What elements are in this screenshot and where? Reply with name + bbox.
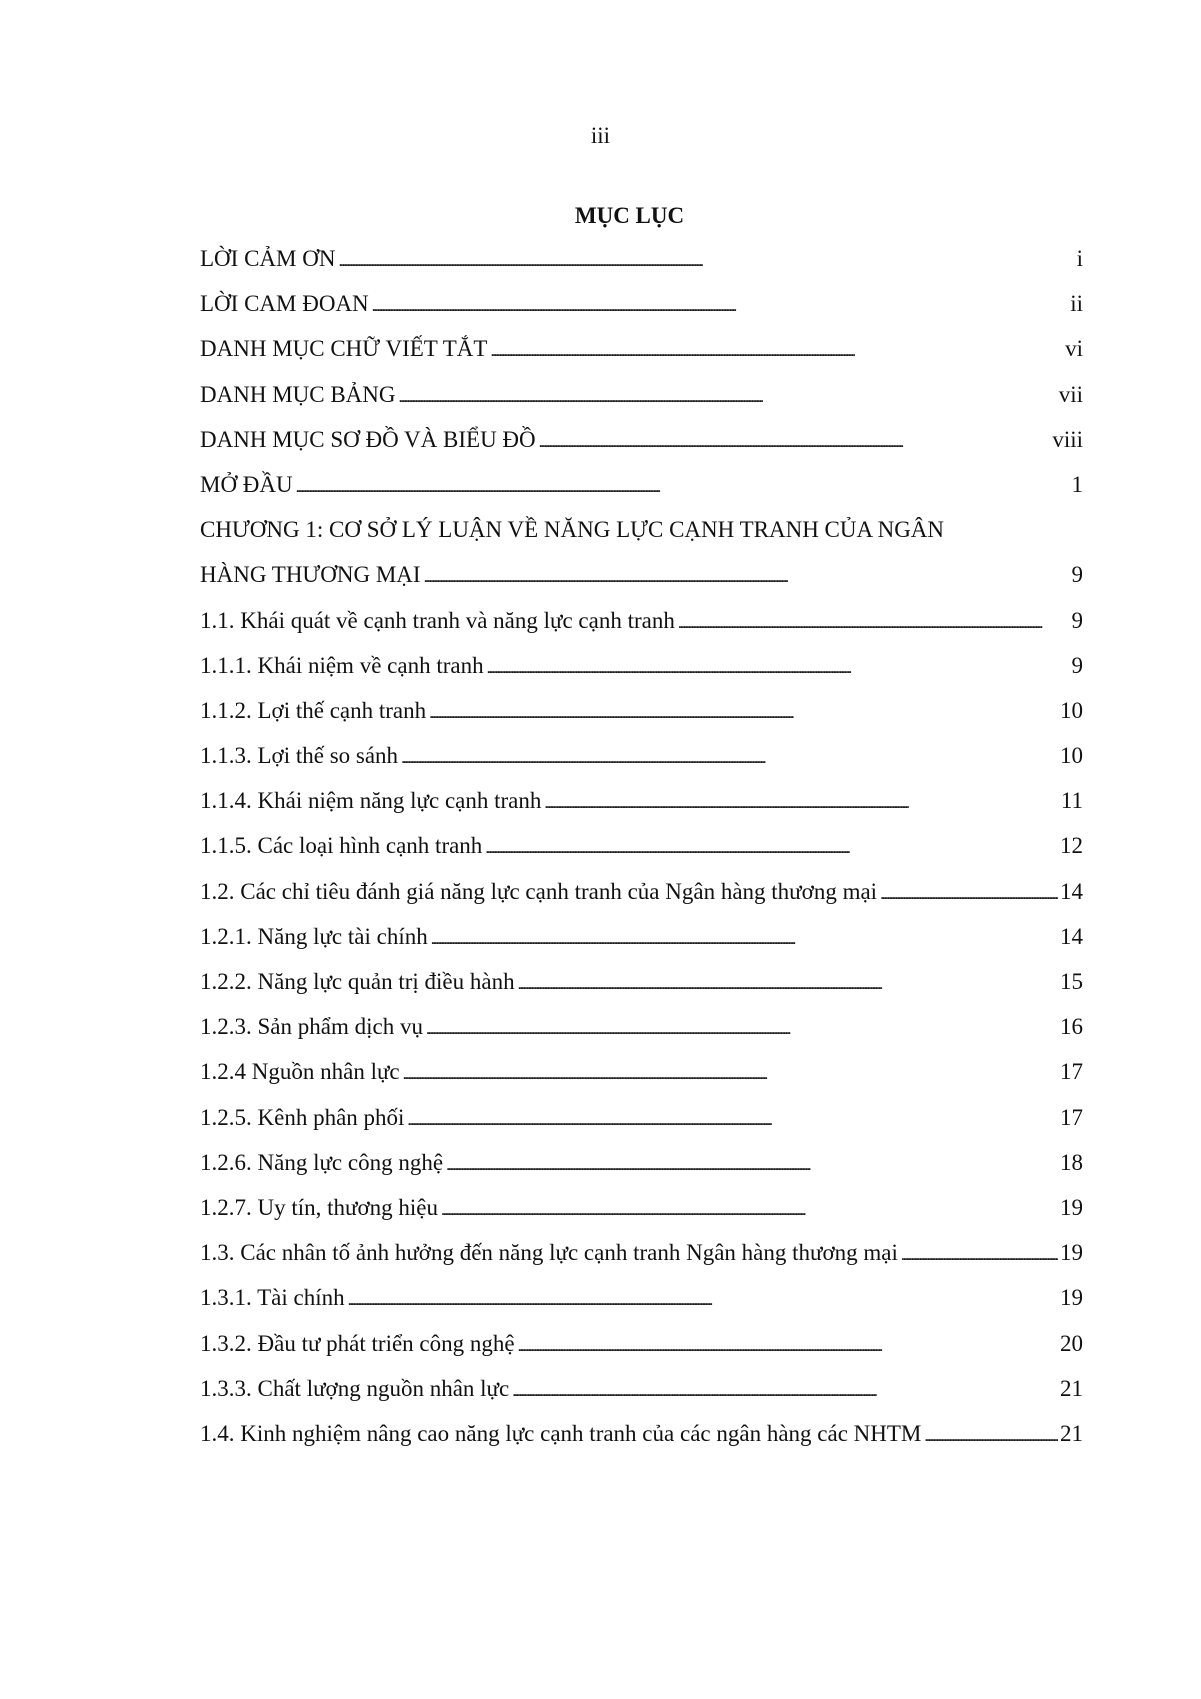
dot-leader xyxy=(482,834,1058,864)
toc-entry[interactable] xyxy=(200,1057,1083,1102)
toc-entry-title: 1.1.1. Khái niệm về cạnh tranh xyxy=(200,652,484,678)
toc-entry-title: 1.3.3. Chất lượng nguồn nhân lực xyxy=(200,1375,510,1401)
toc-entry[interactable] xyxy=(200,425,1083,470)
toc-entry-page: 17 xyxy=(1060,1104,1083,1130)
toc-entry[interactable] xyxy=(200,1103,1083,1148)
dot-leader xyxy=(293,473,1070,503)
toc-entry-title: 1.1.5. Các loại hình cạnh tranh xyxy=(200,833,483,859)
toc-entry-page: i xyxy=(1076,246,1083,271)
toc-entry[interactable] xyxy=(200,786,1083,831)
toc-entry[interactable] xyxy=(200,244,1083,289)
toc-entry-page: 9 xyxy=(1071,652,1083,678)
toc-entry-page: 10 xyxy=(1060,743,1083,769)
dot-leader xyxy=(345,1286,1058,1316)
dot-leader xyxy=(400,1060,1058,1090)
dot-leader xyxy=(428,925,1058,955)
toc-entry-page: 21 xyxy=(1060,1420,1083,1446)
toc-entry-page: 18 xyxy=(1060,1149,1083,1175)
dot-leader xyxy=(421,563,1070,593)
toc-entry[interactable] xyxy=(200,1283,1083,1328)
toc-entry-title: LỜI CẢM ƠN xyxy=(200,246,336,271)
toc-entry-page: vi xyxy=(1065,336,1083,362)
dot-leader xyxy=(898,1241,1058,1271)
toc-entry[interactable] xyxy=(200,922,1083,967)
toc-entry-page: 20 xyxy=(1060,1330,1083,1356)
dot-leader xyxy=(396,383,1057,413)
toc-entry-title: 1.2.1. Năng lực tài chính xyxy=(200,923,428,949)
toc-entry-title: 1.4. Kinh nghiệm nâng cao năng lực cạnh tranh của các ngân hàng các NHTM xyxy=(200,1420,922,1446)
toc-entry[interactable] xyxy=(200,651,1083,696)
toc-entry-page: 17 xyxy=(1060,1059,1083,1085)
toc-entry-page: vii xyxy=(1058,381,1083,407)
toc-entry-page: 15 xyxy=(1060,969,1083,994)
dot-leader xyxy=(487,337,1063,367)
toc-entry-title: 1.1.2. Lợi thế cạnh tranh xyxy=(200,697,427,723)
toc-entry-title: 1.3.2. Đầu tư phát triển công nghệ xyxy=(200,1330,515,1356)
toc-entry[interactable] xyxy=(200,1012,1083,1057)
toc-entry-title: DANH MỤC SƠ ĐỒ VÀ BIỂU ĐỒ xyxy=(200,426,536,452)
toc-entry-page: 16 xyxy=(1060,1014,1083,1040)
toc-entry[interactable] xyxy=(200,515,1083,560)
toc-entry-page: 11 xyxy=(1060,788,1083,814)
dot-leader xyxy=(877,880,1058,910)
toc-entry[interactable] xyxy=(200,967,1083,1012)
toc-entry-title: 1.2.2. Năng lực quản trị điều hành xyxy=(200,969,515,994)
toc-entry-title: CHƯƠNG 1: CƠ SỞ LÝ LUẬN VỀ NĂNG LỰC CẠNH TRANH CỦA NGÂN xyxy=(200,517,945,543)
dot-leader xyxy=(438,1196,1058,1226)
toc-entry-page: 12 xyxy=(1060,833,1083,859)
toc-entry-title: 1.2.7. Uy tín, thương hiệu xyxy=(200,1194,439,1220)
toc-entry[interactable] xyxy=(200,289,1083,334)
toc-entry-page: 19 xyxy=(1060,1194,1083,1220)
dot-leader xyxy=(515,970,1058,1000)
toc-entry-title: HÀNG THƯƠNG MẠI xyxy=(200,562,421,588)
dot-leader xyxy=(509,1377,1058,1407)
toc-entry[interactable] xyxy=(200,831,1083,876)
toc-entry-page: 1 xyxy=(1071,471,1083,497)
toc-entry[interactable] xyxy=(200,877,1083,922)
toc-entry-title: DANH MỤC CHỮ VIẾT TẮT xyxy=(200,336,488,362)
toc-entry[interactable] xyxy=(200,696,1083,741)
toc-entry-title: 1.2. Các chỉ tiêu đánh giá năng lực cạnh tranh của Ngân hàng thương mại xyxy=(200,878,878,904)
dot-leader xyxy=(536,428,1051,458)
toc-entry-page: 9 xyxy=(1071,562,1083,588)
page-number: iii xyxy=(590,123,611,148)
dot-leader xyxy=(369,292,1069,322)
dot-leader xyxy=(404,1106,1058,1136)
toc-entry-title: 1.2.6. Năng lực công nghệ xyxy=(200,1149,444,1175)
toc-entry-title: 1.1.4. Khái niệm năng lực cạnh tranh xyxy=(200,788,542,814)
toc-entry[interactable] xyxy=(200,741,1083,786)
toc-entry[interactable] xyxy=(200,560,1083,605)
toc-entry-title: MỞ ĐẦU xyxy=(200,471,293,497)
toc-entry-page: 14 xyxy=(1060,878,1083,904)
toc-entry-title: 1.1.3. Lợi thế so sánh xyxy=(200,743,399,769)
toc-entry-page: viii xyxy=(1052,426,1083,452)
dot-leader xyxy=(398,744,1058,774)
dot-leader xyxy=(515,1332,1058,1362)
toc-entry[interactable] xyxy=(200,470,1083,515)
toc-entry-page: 10 xyxy=(1060,697,1083,723)
dot-leader xyxy=(921,1422,1058,1452)
toc-entry-title: 1.2.3. Sản phẩm dịch vụ xyxy=(200,1014,423,1040)
toc-entry[interactable] xyxy=(200,1238,1083,1283)
toc-entry-page: 19 xyxy=(1060,1240,1083,1266)
toc-entry[interactable] xyxy=(200,1329,1083,1374)
toc-entry-page: 9 xyxy=(1071,607,1083,633)
toc-entry-title: LỜI CAM ĐOAN xyxy=(200,291,369,317)
toc-entry-title: 1.1. Khái quát về cạnh tranh và năng lực cạnh tranh xyxy=(200,607,675,633)
toc-entry[interactable] xyxy=(200,334,1083,379)
dot-leader xyxy=(423,1015,1058,1045)
toc-entry-page: 21 xyxy=(1060,1375,1083,1401)
toc-entry-page: ii xyxy=(1070,291,1083,317)
toc-entry-page: 19 xyxy=(1060,1285,1083,1311)
toc-entry-title: DANH MỤC BẢNG xyxy=(200,381,396,407)
toc-entry-title: 1.2.4 Nguồn nhân lực xyxy=(200,1059,400,1085)
dot-leader xyxy=(541,789,1058,819)
toc-entry-title: 1.3.1. Tài chính xyxy=(200,1285,345,1311)
toc-title: MỤC LỤC xyxy=(574,203,685,228)
dot-leader xyxy=(426,699,1058,729)
toc-entry[interactable] xyxy=(200,1419,1083,1464)
toc-entry[interactable] xyxy=(200,380,1083,425)
toc-entry-title: 1.3. Các nhân tố ảnh hưởng đến năng lực cạnh tranh Ngân hàng thương mại xyxy=(200,1240,898,1266)
dot-leader xyxy=(675,609,1070,639)
dot-leader xyxy=(443,1151,1058,1181)
toc-entry[interactable] xyxy=(200,1148,1083,1193)
table-of-contents xyxy=(200,244,1083,1464)
dot-leader xyxy=(484,654,1070,684)
toc-entry-page: 14 xyxy=(1060,923,1083,949)
toc-entry[interactable] xyxy=(200,1193,1083,1238)
toc-entry-title: 1.2.5. Kênh phân phối xyxy=(200,1104,405,1130)
toc-entry[interactable] xyxy=(200,1374,1083,1419)
dot-leader xyxy=(335,247,1074,277)
toc-entry[interactable] xyxy=(200,606,1083,651)
